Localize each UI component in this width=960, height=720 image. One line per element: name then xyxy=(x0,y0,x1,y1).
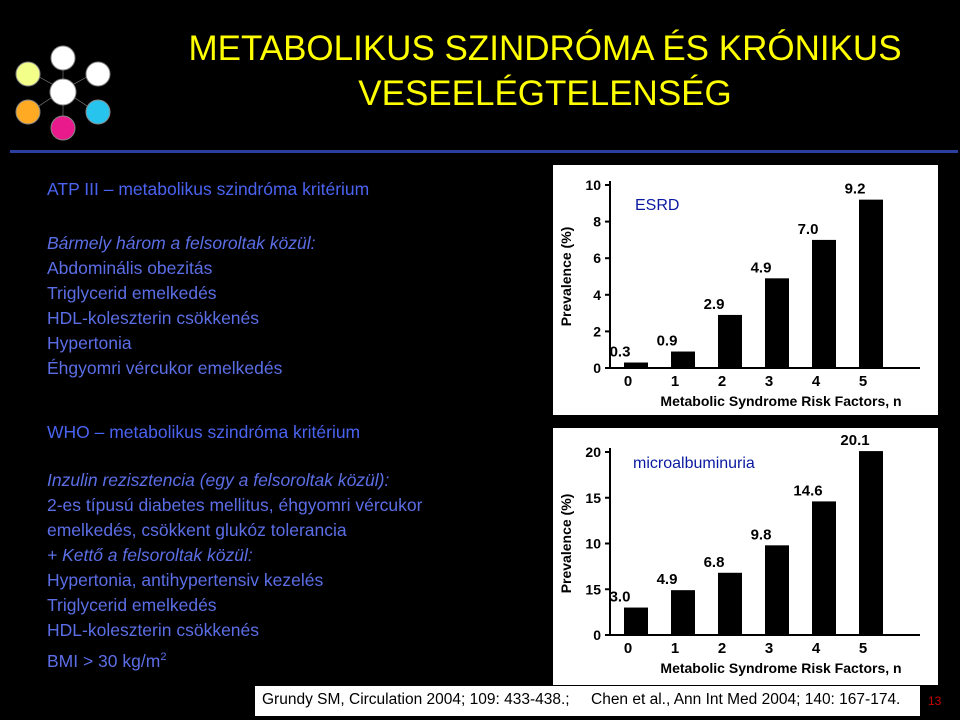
y-tick-label: 15 xyxy=(585,489,601,506)
bar-value-label: 7.0 xyxy=(797,220,819,238)
page-number: 13 xyxy=(928,694,942,708)
y-axis-label: Prevalence (%) xyxy=(558,226,574,327)
microalbuminuria-chart-svg xyxy=(553,428,938,685)
reference-1: Grundy SM, Circulation 2004; 109: 433-438.; xyxy=(262,691,570,708)
x-tick-label: 0 xyxy=(623,373,633,390)
microalbuminuria-chart xyxy=(553,428,938,685)
who-bmi-sup: 2 xyxy=(160,651,167,663)
x-tick-label: 4 xyxy=(811,640,821,657)
bar xyxy=(718,573,742,635)
bar-value-label: 14.6 xyxy=(793,482,823,500)
who-line: 2-es típusú diabetes mellitus, éhgyomri vércukor xyxy=(47,495,423,515)
bar-value-label: 4.9 xyxy=(750,259,772,277)
who-intro2: + Kettő a felsoroltak közül: xyxy=(47,545,253,565)
atp-item: Hypertonia xyxy=(47,333,132,353)
x-axis-label: Metabolic Syndrome Risk Factors, n xyxy=(660,393,902,409)
x-tick-label: 2 xyxy=(717,640,727,657)
x-tick-label: 1 xyxy=(670,373,680,390)
y-tick-label: 0 xyxy=(593,360,601,376)
page-title-line2: VESEELÉGTELENSÉG xyxy=(358,74,732,113)
page-title xyxy=(150,26,940,116)
y-tick-label: 15 xyxy=(585,581,601,598)
x-tick-label: 4 xyxy=(811,373,821,390)
atp-intro: Bármely három a felsoroltak közül: xyxy=(47,233,316,253)
x-tick-label: 1 xyxy=(670,640,680,657)
diagram-node-right xyxy=(86,100,110,124)
bar xyxy=(671,590,695,635)
who-item: Hypertonia, antihypertensiv kezelés xyxy=(47,570,324,590)
y-axis-label: Prevalence (%) xyxy=(558,493,574,594)
bar-value-label: 4.9 xyxy=(656,571,678,589)
y-tick-label: 6 xyxy=(593,250,601,267)
chart-legend: ESRD xyxy=(635,197,680,214)
bar xyxy=(624,608,648,635)
metabolic-syndrome-diagram xyxy=(8,40,118,150)
x-tick-label: 0 xyxy=(623,640,633,657)
title-divider xyxy=(10,150,958,153)
diagram-node-bottom xyxy=(51,116,75,140)
y-tick-label: 20 xyxy=(585,444,601,460)
bar xyxy=(624,363,648,368)
x-tick-label: 2 xyxy=(717,373,727,390)
who-line: emelkedés, csökkent glukóz tolerancia xyxy=(47,520,347,540)
bar xyxy=(812,240,836,368)
who-item: Triglycerid emelkedés xyxy=(47,595,217,615)
bar xyxy=(859,200,883,368)
x-tick-label: 3 xyxy=(764,640,774,657)
bar-value-label: 6.8 xyxy=(703,553,725,571)
x-tick-label: 3 xyxy=(764,373,774,390)
atp-heading: ATP III – metabolikus szindróma kritérium xyxy=(47,179,370,199)
esrd-chart xyxy=(553,165,938,415)
bar-value-label: 9.8 xyxy=(750,526,772,544)
bar-value-label: 9.2 xyxy=(844,180,866,198)
y-tick-label: 8 xyxy=(593,213,601,230)
who-intro: Inzulin rezisztencia (egy a felsoroltak közül): xyxy=(47,470,390,490)
who-bmi xyxy=(47,645,166,673)
y-tick-label: 2 xyxy=(593,323,601,340)
diagram-node-left xyxy=(16,100,40,124)
bar-value-label: 0.3 xyxy=(609,343,631,361)
atp-item: Triglycerid emelkedés xyxy=(47,283,217,303)
x-axis-label: Metabolic Syndrome Risk Factors, n xyxy=(660,660,902,676)
x-tick-label: 5 xyxy=(858,373,868,390)
bar-value-label: 3.0 xyxy=(609,588,631,606)
atp-item: HDL-koleszterin csökkenés xyxy=(47,308,260,328)
who-heading: WHO – metabolikus szindróma kritérium xyxy=(47,422,361,442)
bar xyxy=(765,545,789,635)
chart-legend: microalbuminuria xyxy=(633,455,755,472)
y-tick-label: 10 xyxy=(585,535,601,552)
bar xyxy=(859,451,883,635)
x-tick-label: 5 xyxy=(858,640,868,657)
who-bmi-text: BMI > 30 kg/m xyxy=(47,650,161,671)
y-tick-label: 0 xyxy=(593,627,601,643)
diagram-node-center xyxy=(50,79,76,105)
diagram-node-top xyxy=(51,46,75,70)
atp-item: Éhgyomri vércukor emelkedés xyxy=(47,358,283,378)
bar xyxy=(671,352,695,368)
bar-value-label: 2.9 xyxy=(703,295,725,313)
y-tick-label: 4 xyxy=(593,286,601,303)
page-title-line1: METABOLIKUS SZINDRÓMA ÉS KRÓNIKUS xyxy=(188,29,902,68)
bar xyxy=(765,278,789,368)
esrd-chart-svg xyxy=(553,165,938,415)
bar xyxy=(718,315,742,368)
diagram-node-topright xyxy=(86,62,110,86)
bar xyxy=(812,501,836,635)
y-tick-label: 10 xyxy=(585,177,601,193)
bar-value-label: 20.1 xyxy=(840,432,870,450)
diagram-node-topleft xyxy=(16,62,40,86)
who-item: HDL-koleszterin csökkenés xyxy=(47,620,260,640)
bar-value-label: 0.9 xyxy=(656,332,678,350)
atp-item: Abdominális obezitás xyxy=(47,258,213,278)
reference-2: Chen et al., Ann Int Med 2004; 140: 167-174. xyxy=(591,691,901,708)
